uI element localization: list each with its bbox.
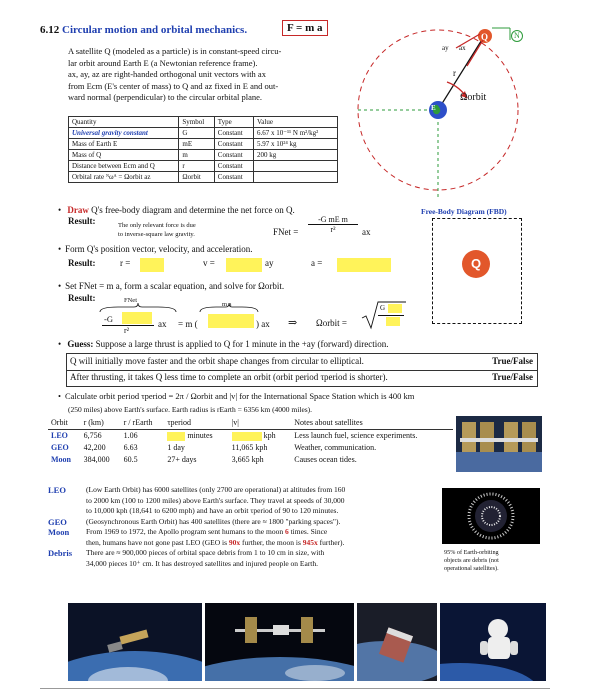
cell: Mass of Q: [69, 150, 179, 161]
draw-instruction: [58, 205, 295, 215]
col-header: |v|: [231, 418, 239, 427]
cell: Weather, communication.: [294, 443, 377, 452]
form-result-label: Result:: [68, 258, 96, 268]
fnet-lhs: FNet =: [273, 227, 299, 237]
intro-line: lar orbit around Earth E (a Newtonian reference frame).: [68, 57, 258, 68]
astronaut-photo: [440, 603, 546, 681]
table-row: [48, 430, 453, 443]
intro-line: from Ecm (E's center of mass) to Q and az fixed in E and out-: [68, 80, 279, 91]
debris-caption-line: objects are debris (not: [444, 557, 499, 564]
cell: 42,200: [83, 443, 106, 452]
sqrt-g: G: [380, 304, 386, 312]
label-ax: ax: [459, 44, 466, 52]
guess-keyword: Guess:: [67, 339, 94, 349]
leo-line: to 10,000 kph (18,641 to 6200 mph) and have an orbit τperiod of 90 to 120 minutes.: [86, 506, 339, 515]
cell: [229, 430, 292, 443]
moon-line: From 1969 to 1972, the Apollo program sent humans to the moon 6 times. Since: [86, 527, 328, 536]
guess-text: Suppose a large thrust is applied to Q for 1 minute in the +ay (forward) direction.: [95, 339, 389, 349]
cell: 27+ days: [167, 455, 197, 464]
law-box-text: F = m a: [287, 22, 323, 34]
guess-q1: Q will initially move faster and the orbit shape changes from circular to elliptical.: [70, 356, 364, 366]
leo-period-box[interactable]: [167, 432, 185, 441]
debris-caption-line: operational satellites).: [444, 565, 499, 572]
moon-count: 6: [284, 527, 289, 536]
set-numerator-box[interactable]: [122, 312, 152, 324]
debris-photo: [442, 488, 540, 544]
leo-speed-box[interactable]: [232, 432, 262, 441]
cell: Constant: [214, 161, 253, 172]
cell: 1 day: [167, 443, 185, 452]
law-box: [282, 20, 328, 36]
intro-line: A satellite Q (modeled as a particle) is in constant-speed circu-: [68, 46, 282, 56]
cell: Constant: [214, 150, 253, 161]
geo-label: GEO: [48, 516, 67, 527]
ax-vector-arrow: [467, 40, 483, 66]
orbit-header-row: [48, 417, 453, 430]
fnet-numerator: -G mE m: [308, 215, 358, 225]
table-row: [48, 454, 453, 466]
col-header: Value: [254, 117, 338, 128]
cell: Constant: [214, 139, 253, 150]
form-instruction: • Form Q's position vector, velocity, and acceleration.: [58, 244, 253, 254]
col-header: Notes about satellites: [294, 418, 363, 427]
cell: 6,756: [83, 431, 102, 440]
guess-box: [66, 353, 538, 387]
set-r2: r²: [124, 326, 130, 335]
sqrt-fraction-bar: [378, 315, 404, 316]
fnet-denominator: r²: [330, 225, 336, 234]
col-header: r (km): [83, 418, 104, 427]
cell: Constant: [214, 128, 253, 139]
table-row: [69, 139, 338, 150]
geo-multiplier: 90x: [228, 537, 241, 547]
guess-q1-answer[interactable]: True/False: [492, 356, 533, 366]
set-accel-box[interactable]: [208, 314, 254, 328]
cell: Orbital rate ᴺωᴬ = Ωorbit az: [69, 172, 179, 183]
guess-instruction: [58, 339, 389, 349]
orbit-name: LEO: [51, 431, 68, 440]
set-eq-m: = m (: [178, 319, 198, 329]
label-e: E: [431, 104, 436, 112]
leo-line: to 2000 km (100 to 1200 miles) above Earth's surface. They travel at speeds of 30,000: [86, 495, 345, 505]
leo-label: LEO: [48, 485, 66, 495]
col-header: r / rEarth: [123, 418, 153, 427]
minus-g: -G: [104, 314, 113, 324]
quantity-table: [68, 116, 338, 183]
v-label: v =: [203, 258, 215, 268]
leo-period-unit: minutes: [187, 431, 213, 440]
label-n-frame: N: [511, 30, 523, 42]
implies-arrow: ⇒: [288, 317, 298, 329]
section-number: 6.12: [40, 24, 60, 36]
fbd-title: Free-Body Diagram (FBD): [421, 207, 507, 216]
cell: 5.97 x 10²⁴ kg: [254, 139, 338, 150]
intro-line: ward normal (perpendicular) to the circular orbital plane.: [68, 92, 262, 102]
draw-text: Q's free-body diagram and determine the net force on Q.: [91, 205, 295, 215]
cell: 6.63: [123, 443, 138, 452]
geo-fact: [48, 517, 438, 528]
a-answer-box[interactable]: [337, 258, 391, 272]
table-row: [69, 172, 338, 183]
r-answer-box[interactable]: [140, 258, 164, 272]
cell: 6.67 x 10⁻¹¹ N m²/kg²: [254, 128, 338, 139]
calc-line-1: • Calculate orbit period τperiod = 2π / Ωorbit and |v| for the International Space Station which is 400 km: [58, 391, 414, 401]
set-ax-close: ) ax: [256, 319, 270, 329]
sqrt-denominator-box[interactable]: [386, 317, 400, 326]
set-result-label: Result:: [68, 293, 96, 303]
cell: [254, 172, 338, 183]
leo-speed-unit: kph: [263, 431, 276, 440]
draw-keyword: Draw: [67, 205, 89, 215]
guess-q2-answer[interactable]: True/False: [492, 372, 533, 382]
orbit-name: GEO: [51, 443, 69, 452]
cell: mE: [179, 139, 214, 150]
leo-fact: [48, 485, 438, 517]
section-heading: [40, 24, 247, 36]
result-label: Result:: [68, 216, 96, 226]
moon-multiplier: 945x: [302, 537, 318, 547]
set-instruction: • Set FNet = m a, form a scalar equation, and solve for Ωorbit.: [58, 281, 284, 291]
label-ay: ay: [442, 44, 449, 52]
set-ax: ax: [158, 319, 167, 329]
cell: 60.5: [123, 455, 138, 464]
ma-overbrace-label: m a: [222, 301, 232, 308]
table-row: [48, 442, 453, 454]
calc-line-2: (250 miles) above Earth's surface. Earth radius is rEarth = 6356 km (4000 miles).: [68, 405, 313, 414]
fbd-satellite-q: Q: [462, 250, 490, 278]
col-header: Symbol: [179, 117, 214, 128]
debris-caption-line: 95% of Earth-orbiting: [444, 549, 499, 556]
capsule-photo: [357, 603, 437, 681]
draw-note: [118, 221, 196, 239]
leo-line: (Low Earth Orbit) has 6000 satellites (only 2700 are operational) at altitudes from 160: [86, 485, 346, 494]
iss-earth-photo: [205, 603, 354, 681]
cell: Causes ocean tides.: [294, 455, 357, 464]
fnet-fraction: [308, 215, 358, 234]
debris-line: There are ≈ 900,000 pieces of orbital space debris from 1 to 10 cm in size, with: [86, 548, 325, 557]
orbit-table: [48, 417, 453, 466]
sqrt-numerator-box[interactable]: [388, 304, 402, 313]
col-header: Quantity: [69, 117, 179, 128]
label-omega-orbit: Ωorbit: [460, 92, 487, 103]
fnet-overbrace-label: FNet: [124, 297, 137, 304]
debris-caption: [444, 549, 499, 573]
cell: Distance between Ecm and Q: [69, 161, 179, 172]
footer-rule: [40, 688, 550, 689]
label-r: r: [453, 68, 456, 78]
omega-lhs: Ωorbit =: [316, 318, 348, 328]
guess-q2: After thrusting, it takes Q less time to complete an orbit (orbit period τperiod is shorter).: [70, 372, 388, 382]
a-label: a =: [311, 258, 323, 268]
cell: m: [179, 150, 214, 161]
satellite-earth-photo: [68, 603, 202, 681]
orbit-name: Moon: [51, 455, 71, 464]
cell: [164, 430, 228, 443]
v-unit: ay: [265, 258, 274, 268]
cell: 3,665 kph: [231, 455, 264, 464]
cell: Universal gravity constant: [69, 128, 179, 139]
cell: G: [179, 128, 214, 139]
debris-line: 34,000 pieces 10⁺ cm. It has destroyed satellites and injured people on Earth.: [86, 558, 319, 568]
col-header: Type: [214, 117, 253, 128]
cell: Constant: [214, 172, 253, 183]
cell: Mass of Earth E: [69, 139, 179, 150]
debris-fact: [48, 548, 438, 569]
draw-note-line: The only relevant force is due: [118, 222, 196, 229]
debris-label: Debris: [48, 548, 73, 558]
table-header-row: [69, 117, 338, 128]
r-label: r =: [120, 258, 131, 268]
intro-line: ax, ay, az are right-handed orthogonal unit vectors with ax: [68, 69, 266, 79]
iss-photo: [456, 416, 542, 472]
moon-fact: [48, 527, 438, 548]
section-title: Circular motion and orbital mechanics.: [62, 24, 248, 36]
col-header: Orbit: [51, 418, 68, 427]
moon-line: then, humans have not gone past LEO (GEO is 90x further, the moon is 945x further).: [86, 537, 345, 547]
cell: Ωorbit: [179, 172, 214, 183]
moon-label: Moon: [48, 527, 70, 537]
draw-note-line: to inverse-square law gravity.: [118, 231, 195, 238]
table-row: [69, 128, 338, 139]
table-row: [69, 150, 338, 161]
cell: 384,000: [83, 455, 110, 464]
label-q: Q: [481, 32, 489, 42]
fnet-unit: ax: [362, 227, 371, 237]
cell: 11,065 kph: [231, 443, 268, 452]
col-header: τperiod: [167, 418, 191, 427]
facts-block: [48, 485, 438, 569]
table-row: [69, 161, 338, 172]
v-answer-box[interactable]: [226, 258, 262, 272]
geo-line: (Geosynchronous Earth Orbit) has 400 satellites (there are ≈ 1800 "parking spaces").: [86, 516, 341, 526]
guess-divider: [67, 370, 537, 371]
cell: r: [179, 161, 214, 172]
intro-text: [68, 46, 358, 104]
orbit-diagram: [355, 18, 555, 208]
cell: 200 kg: [254, 150, 338, 161]
cell: [254, 161, 338, 172]
cell: Less launch fuel, science experiments.: [294, 431, 418, 440]
cell: 1.06: [123, 431, 138, 440]
